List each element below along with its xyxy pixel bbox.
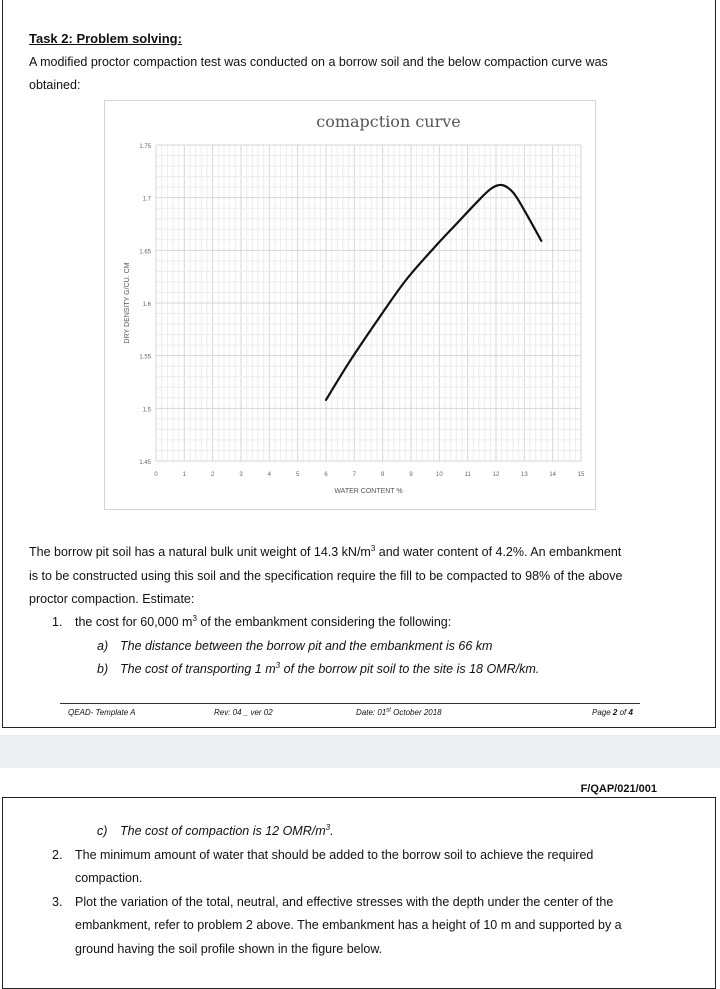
x-tick-label: 0	[154, 472, 158, 478]
item-1-text: the cost for 60,000 $m^3$ of the embankment considering the following:	[75, 613, 452, 629]
chart-svg	[105, 101, 595, 509]
chart-title: comapction curve	[316, 112, 461, 131]
intro-line-1: A modified proctor compaction test was conducted on a borrow soil and the below compaction curve was	[29, 55, 608, 69]
x-tick-label: 14	[549, 472, 557, 478]
footer-rev: Rev: 04 _ ver 02	[214, 708, 273, 717]
y-tick-label: 1.65	[139, 249, 151, 256]
x-tick-label: 1	[182, 472, 187, 478]
x-tick-label: 8	[380, 472, 385, 478]
x-tick-label: 11	[464, 472, 471, 478]
x-tick-label: 13	[520, 472, 528, 478]
x-tick-label: 9	[409, 472, 413, 478]
x-tick-label: 7	[352, 472, 357, 478]
item-2-line-2: compaction.	[75, 871, 143, 885]
footer-date: Date: 01st October 2018	[356, 707, 442, 717]
x-tick-label: 5	[295, 472, 300, 478]
y-tick-label: 1.5	[142, 407, 151, 414]
item-1a-text: The distance between the borrow pit and the embankment is 66 km	[120, 639, 493, 653]
y-tick-label: 1.6	[142, 302, 151, 308]
item-3-line-1: Plot the variation of the total, neutral, and effective stresses with the depth under the center of the	[75, 895, 614, 909]
item-3-number: 3.	[52, 895, 63, 909]
x-tick-label: 2	[210, 472, 215, 478]
item-2-number: 2.	[52, 848, 63, 862]
x-tick-label: 12	[492, 472, 500, 478]
footer-rule	[60, 703, 640, 704]
x-tick-label: 3	[239, 472, 243, 478]
y-tick-label: 1.7	[142, 196, 151, 203]
y-tick-label: 1.45	[139, 460, 151, 466]
document-reference: F/QAP/021/001	[580, 783, 657, 795]
y-axis-label: DRY DENSITY G/CU. CM	[124, 262, 131, 344]
x-tick-label: 15	[577, 472, 585, 478]
x-tick-label: 6	[324, 472, 328, 478]
item-3-line-3: ground having the soil profile shown in the figure below.	[75, 942, 383, 956]
item-1b-text: The cost of transporting 1 $m^3$ of the borrow pit soil to the site is 18 OMR/km.	[120, 660, 540, 676]
intro-line-2: obtained:	[29, 78, 81, 92]
item-1b-label: b)	[97, 662, 109, 676]
x-tick-label: 10	[435, 472, 443, 478]
y-tick-label: 1.75	[139, 144, 151, 150]
footer-template: QEAD- Template A	[68, 708, 136, 717]
x-axis-label: WATER CONTENT %	[334, 488, 403, 495]
para1-line-2: is to be constructed using this soil and the specification require the fill to be compacted to 98% of the above	[29, 569, 623, 583]
footer-page: Page 2 of 4	[592, 708, 633, 717]
x-tick-label: 4	[267, 472, 272, 478]
task-title: Task 2: Problem solving:	[29, 31, 182, 46]
page-gap	[0, 735, 720, 768]
item-1c-text: The cost of compaction is 12 OMR/$m^3$.	[120, 822, 334, 838]
item-1a-label: a)	[97, 639, 109, 653]
item-2-line-1: The minimum amount of water that should be added to the borrow soil to achieve the required	[75, 848, 594, 862]
para1-line-1: The borrow pit soil has a natural bulk unit weight of 14.3 $kN/m^3$ and water content of 4.2%. An embankment	[29, 543, 622, 559]
item-1c-label: c)	[97, 824, 108, 838]
y-tick-label: 1.55	[139, 354, 151, 361]
para1-line-3: proctor compaction. Estimate:	[29, 592, 195, 606]
item-3-line-2: embankment, refer to problem 2 above. The embankment has a height of 10 m and supported by a	[75, 918, 622, 932]
compaction-chart	[104, 100, 596, 510]
item-1-number: 1.	[52, 615, 63, 629]
